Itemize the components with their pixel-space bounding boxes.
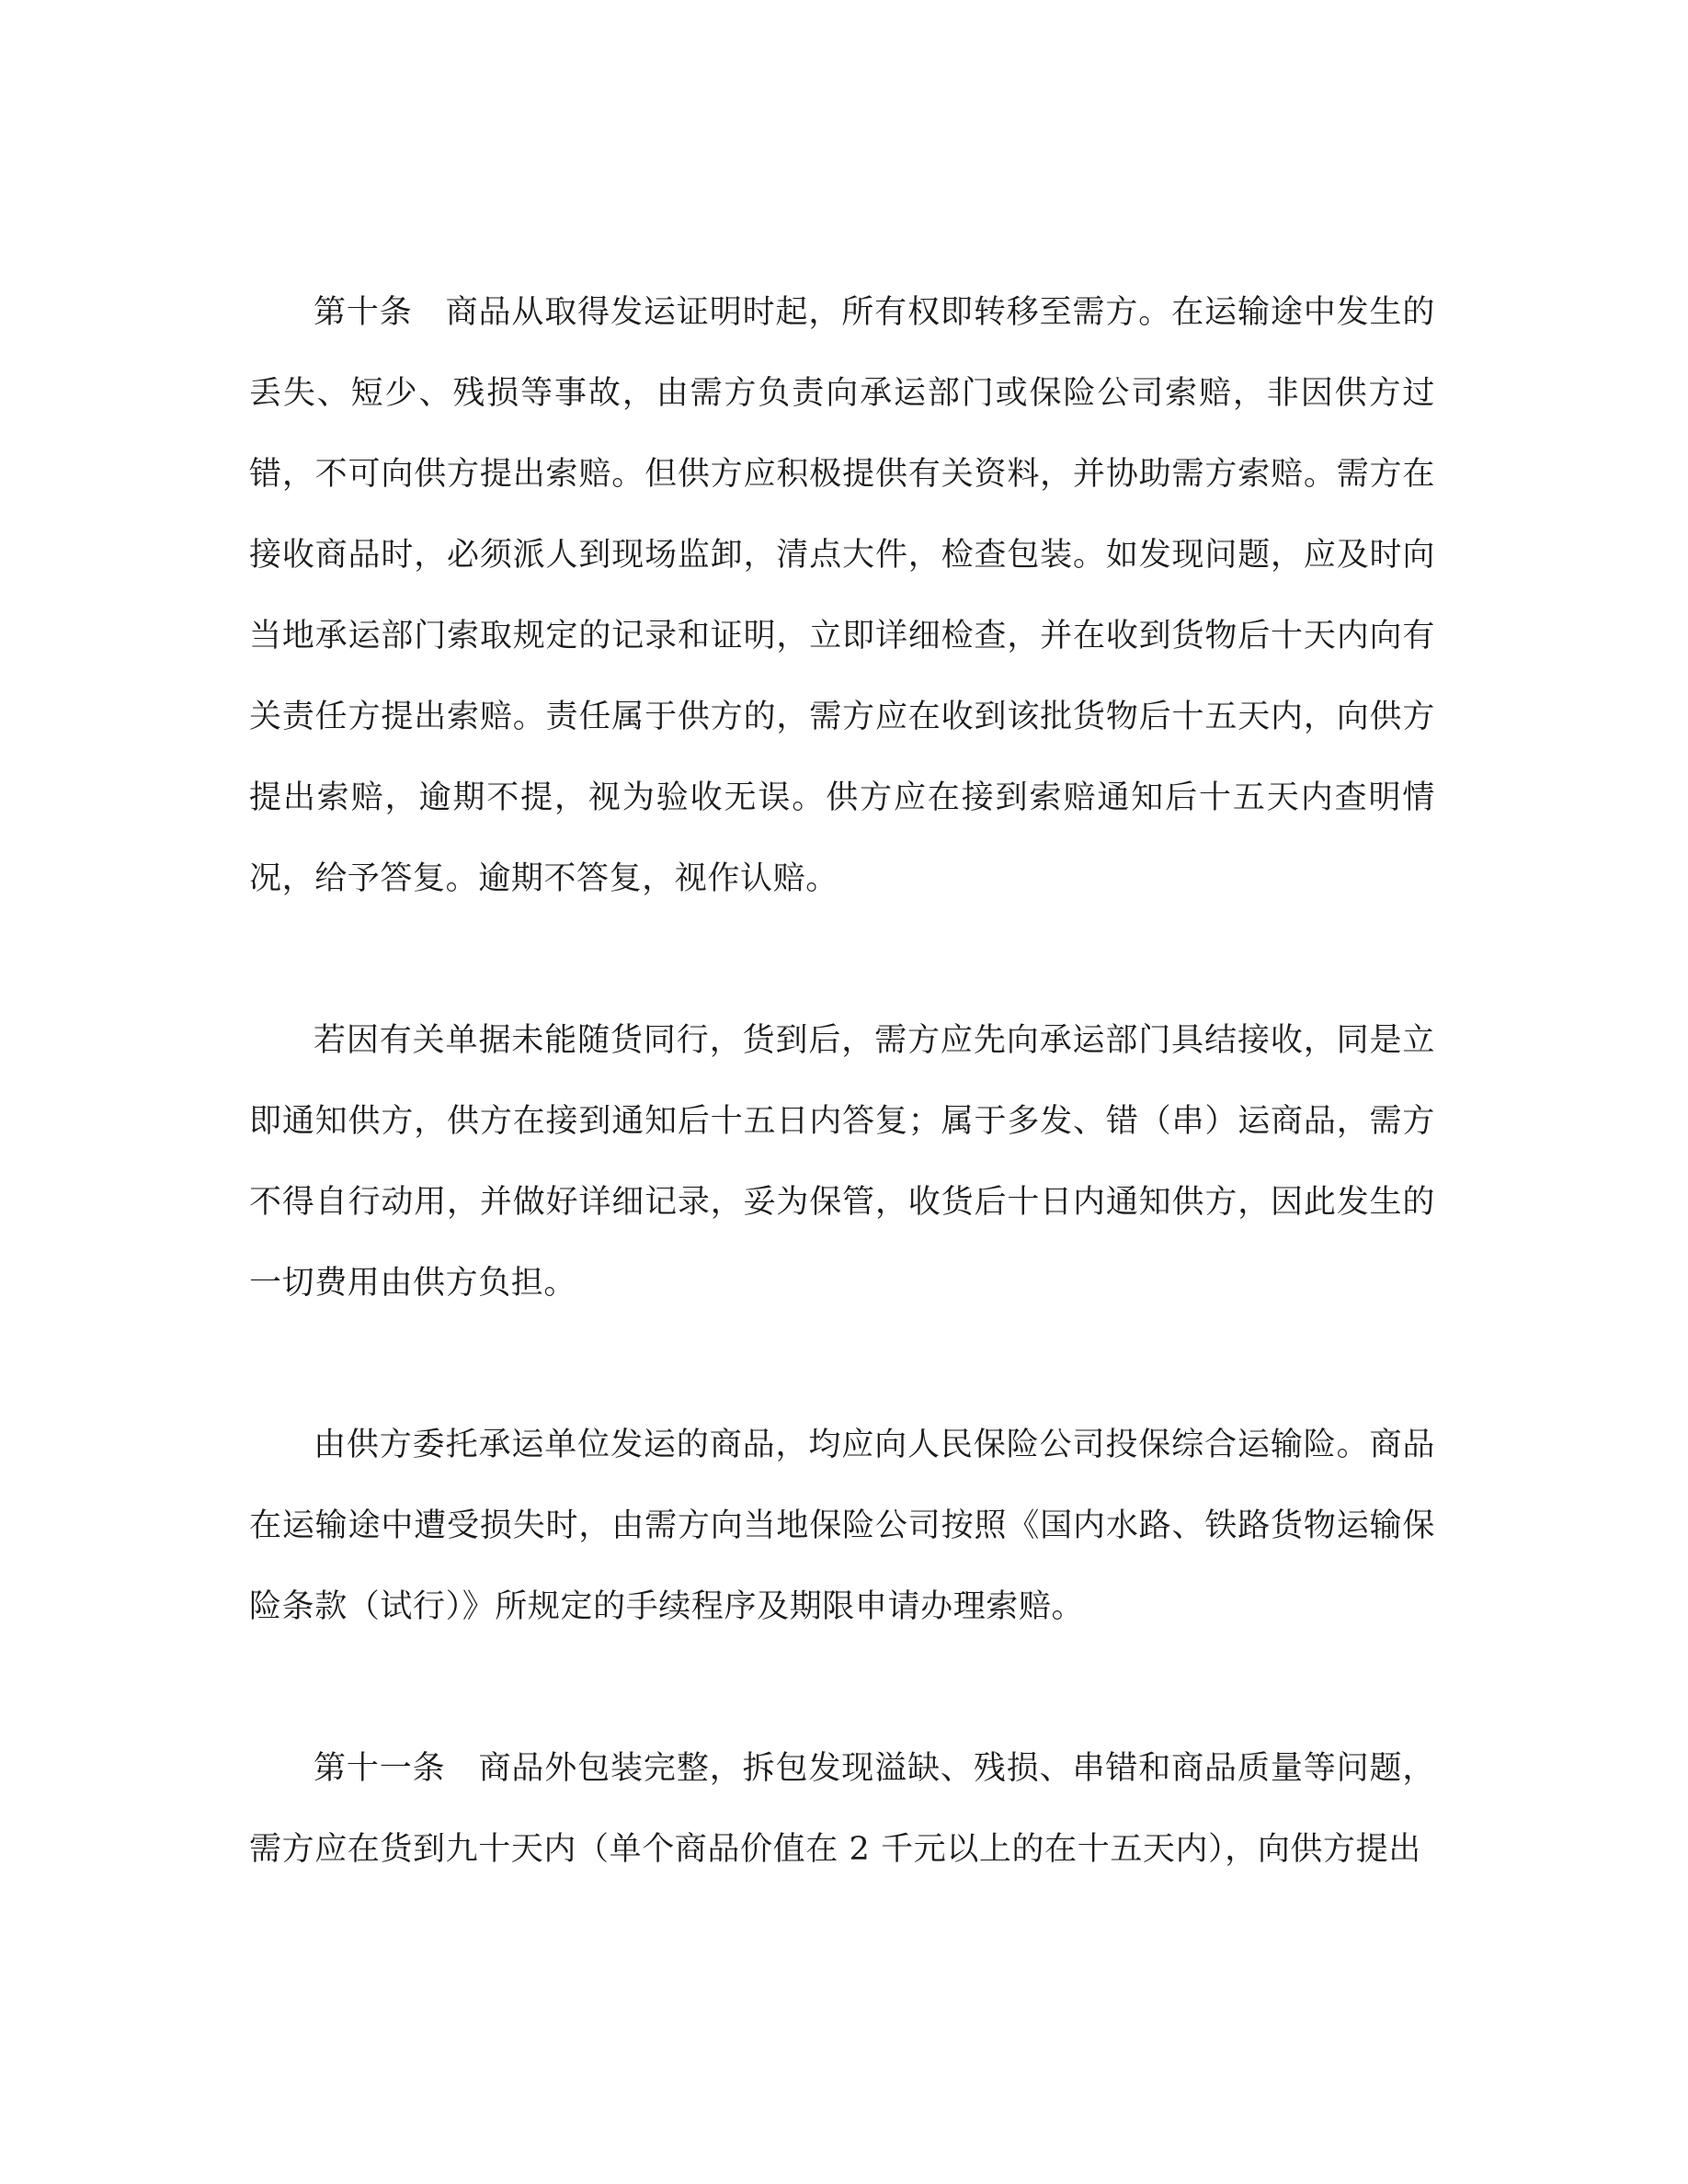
paragraph-missing-documents: 若因有关单据未能随货同行，货到后，需方应先向承运部门具结接收，同是立即通知供方，供方在接到通知后十五日内答复；属于多发、错（串）运商品，需方不得自行动用，并做好详细记录，妥为保管，收货后十日内通知供方，因此发生的一切费用由供方负担。: [249, 1022, 1435, 1302]
document-body: [249, 272, 1435, 1890]
paragraph-transport-insurance: 由供方委托承运单位发运的商品，均应向人民保险公司投保综合运输险。商品在运输途中遭受损失时，由需方向当地保险公司按照《国内水路、铁路货物运输保险条款（试行）》所规定的手续程序及期限申请办理索赔。: [249, 1427, 1435, 1625]
paragraph-article-10: 第十条 商品从取得发运证明时起，所有权即转移至需方。在运输途中发生的丢失、短少、残损等事故，由需方负责向承运部门或保险公司索赔，非因供方过错，不可向供方提出索赔。但供方应积极提供有关资料，并协助需方索赔。需方在接收商品时，必须派人到现场监卸，清点大件，检查包装。如发现问题，应及时向当地承运部门索取规定的记录和证明，立即详细检查，并在收到货物后十天内向有关责任方提出索赔。责任属于供方的，需方应在收到该批货物后十五天内，向供方提出索赔，逾期不提，视为验收无误。供方应在接到索赔通知后十五天内查明情况，给予答复。逾期不答复，视作认赔。: [249, 294, 1435, 897]
paragraph-article-11: 第十一条 商品外包装完整，拆包发现溢缺、残损、串错和商品质量等问题，需方应在货到九十天内（单个商品价值在 2 千元以上的在十五天内），向供方提出: [249, 1750, 1435, 1868]
